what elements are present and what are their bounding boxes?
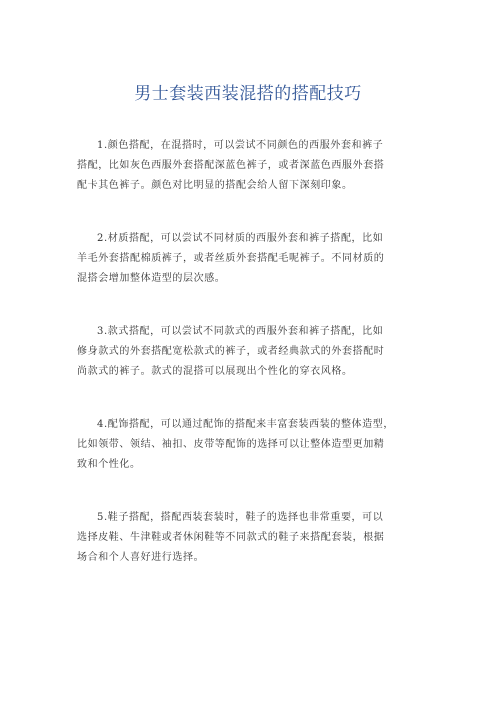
paragraph-shoe-matching	[77, 508, 457, 568]
paragraph-line: 修身款式的外套搭配宽松款式的裤子，或者经典款式的外套搭配时	[77, 346, 385, 357]
paragraph-line: 2.材质搭配，可以尝试不同材质的西服外套和裤子搭配，比如	[97, 233, 384, 244]
document-title: 男士套装西装混搭的搭配技巧	[134, 84, 362, 104]
paragraph-style-matching	[77, 322, 457, 382]
paragraph-line: 致和个性化。	[77, 459, 141, 470]
paragraph-line: 配卡其色裤子。颜色对比明显的搭配会给人留下深刻印象。	[77, 180, 353, 191]
paragraph-line: 选择皮鞋、牛津鞋或者休闲鞋等不同款式的鞋子来搭配套装，根据	[77, 532, 385, 543]
paragraph-line: 尚款式的裤子。款式的混搭可以展现出个性化的穿衣风格。	[77, 366, 353, 377]
paragraph-line: 1.颜色搭配，在混搭时，可以尝试不同颜色的西服外套和裤子	[97, 140, 384, 151]
paragraph-line: 3.款式搭配，可以尝试不同款式的西服外套和裤子搭配，比如	[97, 326, 384, 337]
paragraph-line: 搭配，比如灰色西服外套搭配深蓝色裤子，或者深蓝色西服外套搭	[77, 160, 385, 171]
paragraph-material-matching	[77, 229, 457, 289]
paragraph-color-matching	[77, 136, 457, 196]
paragraph-line: 5.鞋子搭配，搭配西装套装时，鞋子的选择也非常重要，可以	[97, 512, 384, 523]
paragraph-accessory-matching	[77, 415, 457, 475]
paragraph-line: 4.配饰搭配，可以通过配饰的搭配来丰富套装西装的整体造型，	[97, 419, 394, 430]
paragraph-line: 比如领带、领结、袖扣、皮带等配饰的选择可以让整体造型更加精	[77, 439, 385, 450]
paragraph-line: 混搭会增加整体造型的层次感。	[77, 273, 226, 284]
paragraph-line: 羊毛外套搭配棉质裤子，或者丝质外套搭配毛呢裤子。不同材质的	[77, 253, 385, 264]
paragraph-line: 场合和个人喜好进行选择。	[77, 552, 205, 563]
